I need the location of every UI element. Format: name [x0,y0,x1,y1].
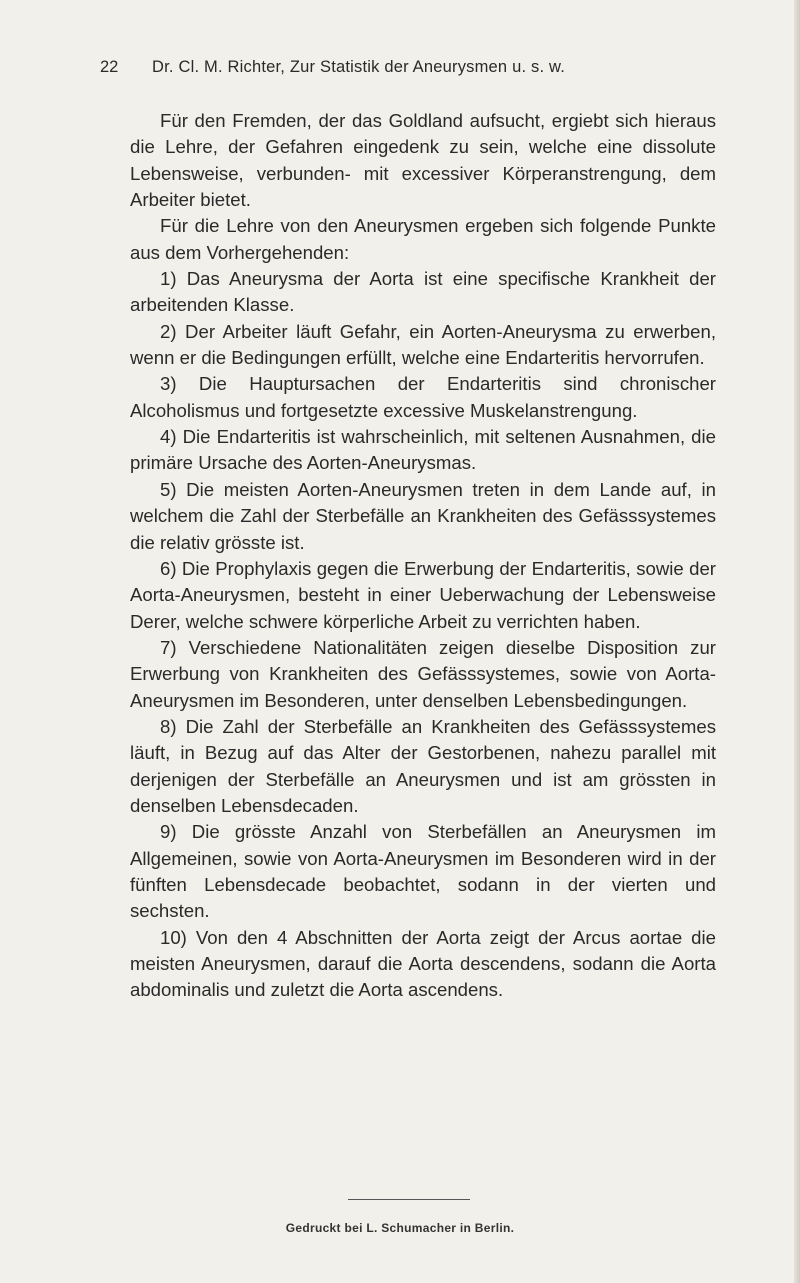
conclusion-2: 2) Der Arbeiter läuft Gefahr, ein Aorten-Aneurysma zu erwerben, wenn er die Bedingungen erfüllt, welche eine Endarteritis hervorrufen. [130,320,716,369]
intro-paragraph: Für den Fremden, der das Goldland aufsucht, ergiebt sich hieraus die Lehre, der Gefahren eingedenk zu sein, welche eine dissolute Lebensweise, verbunden- mit excessiver Körperanstrengung, dem Arbeiter bietet. [130,110,716,211]
page-number: 22 [100,58,119,76]
end-rule [348,1199,470,1200]
running-header [100,58,720,77]
running-title: Dr. Cl. M. Richter, Zur Statistik der Aneurysmen u. s. w. [152,58,566,76]
conclusion-5: 5) Die meisten Aorten-Aneurysmen treten in dem Lande auf, in welchem die Zahl der Sterbefälle an Krankheiten des Gefässsystemes die relativ grösste ist. [130,478,716,553]
summary-lead-paragraph: Für die Lehre von den Aneurysmen ergeben sich folgende Punkte aus dem Vorhergehenden: [130,215,716,263]
body-text [130,108,716,1004]
conclusion-9: 9) Die grösste Anzahl von Sterbefällen an Aneurysmen im Allgemeinen, sowie von Aorta-Aneurysmen im Besonderen wird in der fünften Lebensdecade beobachtet, sodann in der vierten und sechsten. [130,821,716,922]
conclusion-1: 1) Das Aneurysma der Aorta ist eine specifische Krankheit der arbeitenden Klasse. [130,268,716,316]
conclusion-7: 7) Verschiedene Nationalitäten zeigen dieselbe Disposition zur Erwerbung von Krankheiten des Gefässsystemes, sowie von Aorta-Aneurysmen im Besonderen, unter denselben Lebensbedingungen. [130,636,716,711]
page-edge-shadow [794,0,800,1283]
conclusion-10: 10) Von den 4 Abschnitten der Aorta zeigt der Arcus aortae die meisten Aneurysmen, darauf die Aorta descendens, sodann die Aorta abdominalis und zuletzt die Aorta ascendens. [130,926,716,1001]
conclusion-4: 4) Die Endarteritis ist wahrscheinlich, mit seltenen Ausnahmen, die primäre Ursache des Aorten-Aneurysmas. [130,426,716,474]
conclusion-6: 6) Die Prophylaxis gegen die Erwerbung der Endarteritis, sowie der Aorta-Aneurysmen, besteht in einer Ueberwachung der Lebensweise Derer, welche schwere körperliche Arbeit zu verrichten haben. [130,557,716,632]
conclusion-3: 3) Die Hauptursachen der Endarteritis sind chronischer Alcoholismus und fortgesetzte excessive Muskelanstrengung. [130,373,716,421]
printer-imprint: Gedruckt bei L. Schumacher in Berlin. [285,1221,515,1235]
conclusion-8: 8) Die Zahl der Sterbefälle an Krankheiten des Gefässsystemes läuft, in Bezug auf das Alter der Gestorbenen, nahezu parallel mit derjenigen der Sterbefälle an Aneurysmen und ist am grössten in denselben Lebensdecaden. [130,715,716,816]
